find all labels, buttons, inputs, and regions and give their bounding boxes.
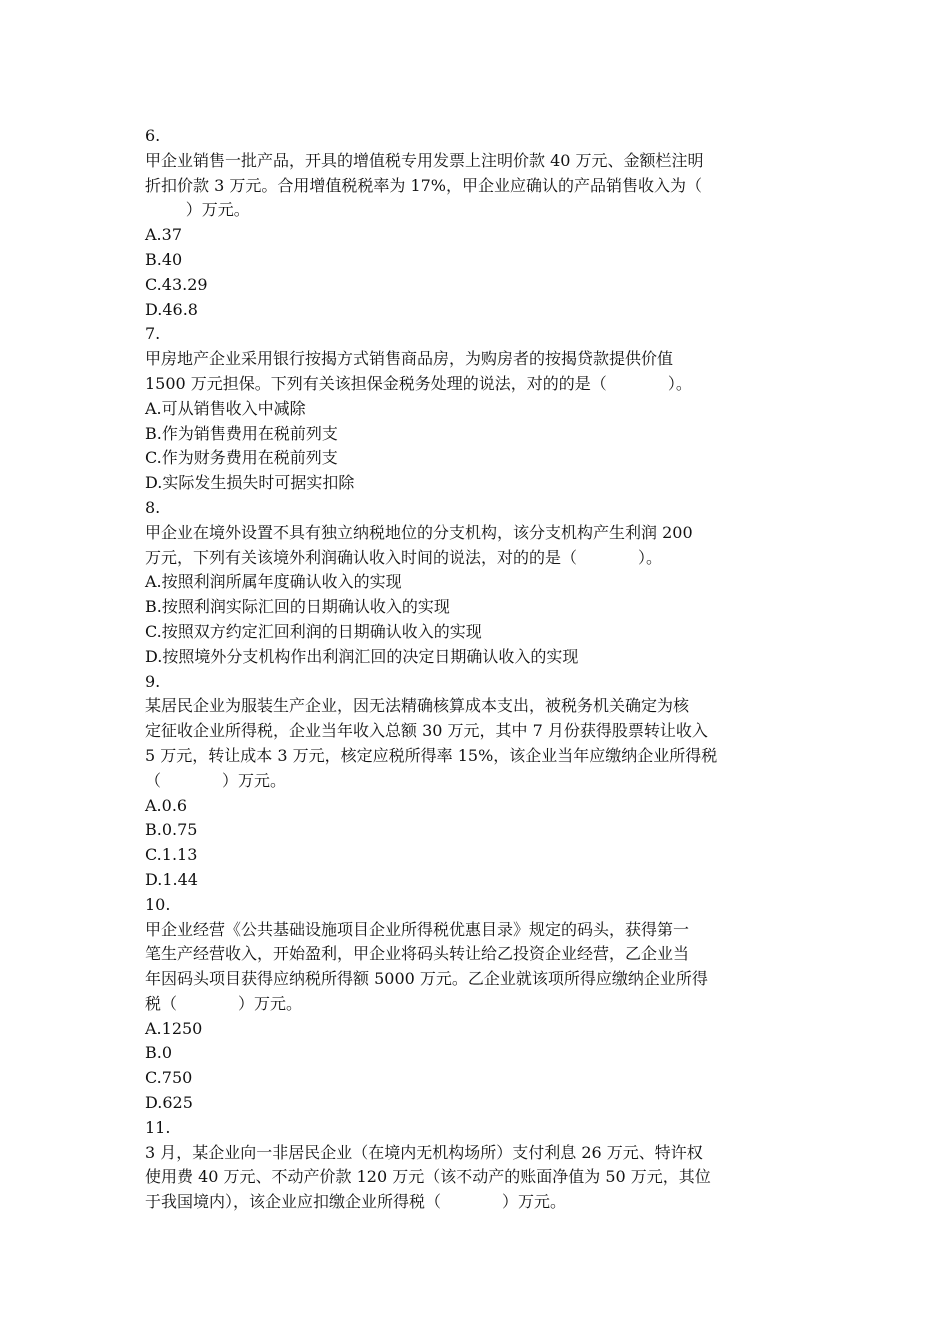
question-stem-line: 定征收企业所得税，企业当年收入总额 30 万元，其中 7 月份获得股票转让收入 (145, 721, 708, 741)
question-stem-line: 万元，下列有关该境外利润确认收入时间的说法，对的的是（ ）。 (145, 547, 663, 567)
answer-option: A.0.6 (145, 795, 188, 815)
document-page (145, 124, 810, 1215)
question-stem-line: 1500 万元担保。下列有关该担保金税务处理的说法，对的的是（ ）。 (145, 373, 692, 393)
question-stem-line: 使用费 40 万元、不动产价款 120 万元（该不动产的账面净值为 50 万元，其位 (145, 1167, 711, 1187)
question-number: 8. (145, 497, 161, 517)
answer-option: A.可从销售收入中减除 (145, 398, 306, 418)
question-stem-line: 笔生产经营收入，开始盈利，甲企业将码头转让给乙投资企业经营，乙企业当 (145, 944, 690, 964)
answer-option: C.1.13 (145, 845, 198, 865)
question-stem-line: 5 万元，转让成本 3 万元，核定应税所得率 15%，该企业当年应缴纳企业所得税 (145, 745, 718, 765)
answer-option: C.43.29 (145, 274, 208, 294)
answer-option: A.1250 (145, 1018, 203, 1038)
question-stem-line: 于我国境内），该企业应扣缴企业所得税（ ）万元。 (145, 1192, 567, 1212)
answer-option: D.实际发生损失时可据实扣除 (145, 473, 355, 493)
answer-option: D.按照境外分支机构作出利润汇回的决定日期确认收入的实现 (145, 646, 579, 666)
question-number: 7. (145, 324, 161, 344)
question-stem-line: 某居民企业为服装生产企业，因无法精确核算成本支出，被税务机关确定为核 (145, 696, 690, 716)
answer-option: B.0 (145, 1043, 173, 1063)
question-stem-line: 年因码头项目获得应纳税所得额 5000 万元。乙企业就该项所得应缴纳企业所得 (145, 969, 708, 989)
question-number: 9. (145, 671, 161, 691)
answer-option: A.37 (145, 225, 182, 245)
answer-option: D.1.44 (145, 869, 198, 889)
question-stem-line: 甲企业销售一批产品，开具的增值税专用发票上注明价款 40 万元、金额栏注明 (145, 150, 704, 170)
answer-option: D.46.8 (145, 299, 198, 319)
question-stem-line: 甲企业在境外设置不具有独立纳税地位的分支机构，该分支机构产生利润 200 (145, 522, 693, 542)
answer-option: C.750 (145, 1068, 193, 1088)
question-stem-line: （ ）万元。 (145, 770, 287, 790)
question-number: 6. (145, 126, 161, 145)
question-stem-line: 折扣价款 3 万元。合用增值税税率为 17%，甲企业应确认的产品销售收入为（ (145, 175, 703, 195)
answer-option: C.作为财务费用在税前列支 (145, 448, 338, 468)
question-stem-line: ）万元。 (145, 200, 250, 220)
answer-option: D.625 (145, 1093, 193, 1113)
answer-option: B.40 (145, 249, 183, 269)
answer-option: C.按照双方约定汇回利润的日期确认收入的实现 (145, 621, 482, 641)
answer-option: B.0.75 (145, 820, 198, 840)
answer-option: B.作为销售费用在税前列支 (145, 423, 338, 443)
question-number: 10. (145, 894, 171, 914)
question-stem-line: 甲房地产企业采用银行按揭方式销售商品房，为购房者的按揭贷款提供价值 (145, 349, 674, 369)
question-stem-line: 甲企业经营《公共基础设施项目企业所得税优惠目录》规定的码头，获得第一 (145, 919, 690, 939)
answer-option: A.按照利润所属年度确认收入的实现 (145, 572, 402, 592)
question-stem-line: 3 月，某企业向一非居民企业（在境内无机构场所）支付利息 26 万元、特许权 (145, 1142, 703, 1162)
question-number: 11. (145, 1117, 171, 1137)
question-stem-line: 税（ ）万元。 (145, 993, 303, 1013)
answer-option: B.按照利润实际汇回的日期确认收入的实现 (145, 597, 450, 617)
